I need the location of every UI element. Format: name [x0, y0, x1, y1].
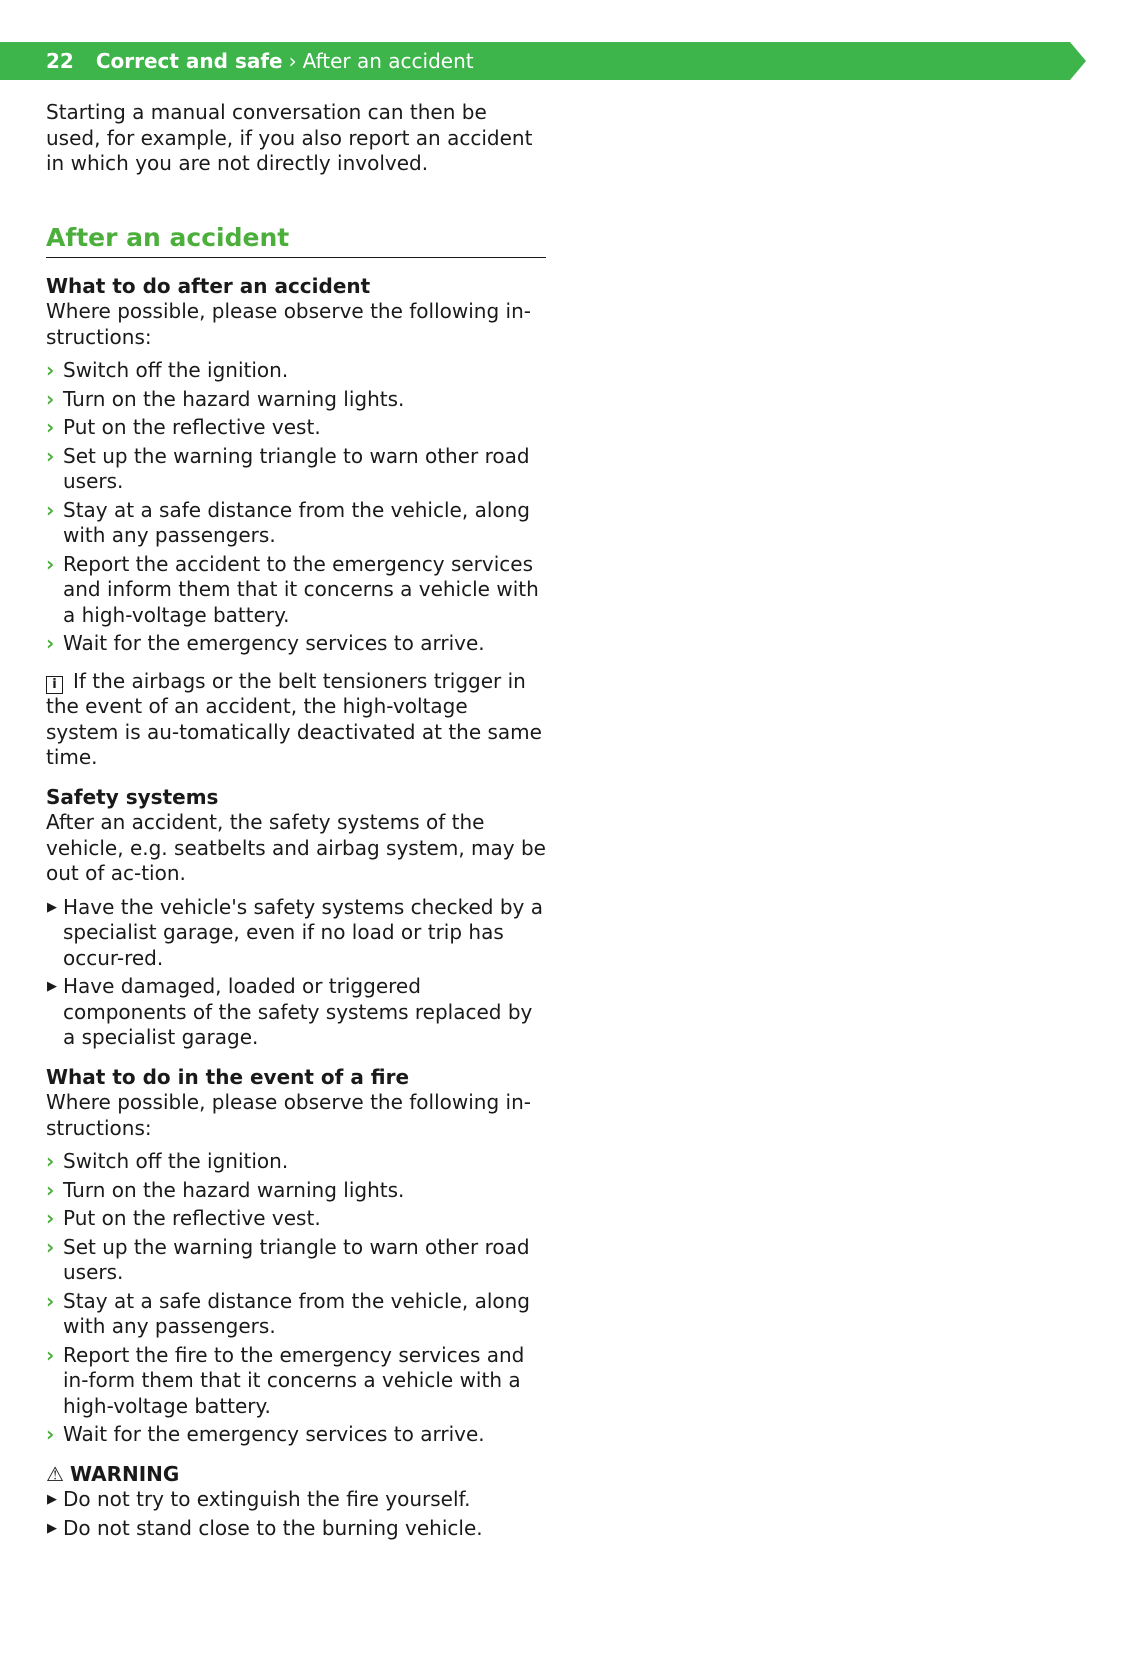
info-note-text: If the airbags or the belt tensioners trigger in the event of an accident, the high-voltage system is au-tomatically deactivated at the same time.	[46, 668, 542, 769]
fire-intro: Where possible, please observe the following in-structions:	[46, 1090, 531, 1140]
safety-systems-heading: Safety systems	[46, 784, 219, 809]
page-header	[0, 42, 1086, 80]
list-item: › Wait for the emergency services to arrive.	[46, 1422, 485, 1446]
breadcrumb-chapter: Correct and safe	[95, 49, 283, 73]
chevron-right-icon: ›	[46, 1206, 55, 1230]
info-note	[46, 669, 546, 771]
warning-label: WARNING	[69, 1461, 180, 1486]
list-item: › Set up the warning triangle to warn other road users.	[46, 1234, 530, 1284]
list-item: › Switch off the ignition.	[46, 1149, 289, 1173]
triangle-right-icon: ▶	[47, 899, 57, 915]
after-accident-block	[46, 274, 546, 657]
list-item: › Set up the warning triangle to warn other road users.	[46, 443, 530, 493]
chevron-right-icon: ›	[46, 415, 55, 439]
list-item: ▶ Have the vehicle's safety systems checked by a specialist garage, even if no load or trip has occur-red.	[47, 894, 543, 970]
triangle-right-icon: ▶	[47, 1492, 57, 1507]
chevron-right-icon: ›	[46, 1234, 55, 1259]
chevron-right-icon: ›	[46, 1342, 55, 1367]
chevron-right-icon: ›	[46, 1177, 55, 1202]
warning-items	[46, 1487, 546, 1541]
intro-paragraph: Starting a manual conversation can then be used, for example, if you also report an accident in which you are not directly involved.	[46, 100, 533, 175]
list-item: ▶ Do not try to extinguish the fire yourself.	[47, 1487, 471, 1511]
breadcrumb-separator: ›	[288, 49, 297, 73]
chevron-right-icon: ›	[46, 497, 55, 522]
header-text	[46, 42, 474, 80]
content-column	[46, 100, 546, 1544]
list-item: ▶ Do not stand close to the burning vehicle.	[47, 1515, 483, 1540]
safety-systems-block	[46, 785, 546, 1051]
info-icon: i	[46, 676, 63, 694]
fire-block	[46, 1065, 546, 1448]
list-item: › Wait for the emergency services to arrive.	[46, 631, 485, 655]
chevron-right-icon: ›	[46, 631, 55, 655]
chevron-right-icon: ›	[46, 551, 55, 576]
chevron-right-icon: ›	[46, 358, 55, 382]
list-item: › Report the accident to the emergency services and inform them that it concerns a vehicle with a high-voltage battery.	[46, 551, 539, 627]
fire-steps	[46, 1149, 546, 1448]
list-item: › Put on the reflective vest.	[46, 1206, 321, 1230]
page-number: 22	[46, 49, 74, 73]
section-title: After an accident	[46, 223, 546, 258]
chevron-right-icon: ›	[46, 443, 55, 468]
list-item: › Switch off the ignition.	[46, 358, 289, 382]
list-item: › Stay at a safe distance from the vehicle, along with any passengers.	[46, 497, 530, 547]
list-item: › Stay at a safe distance from the vehicle, along with any passengers.	[46, 1288, 530, 1338]
chevron-right-icon: ›	[46, 1422, 55, 1446]
list-item: › Report the fire to the emergency services and in-form them that it concerns a vehicle with a high-voltage battery.	[46, 1342, 525, 1418]
chevron-right-icon: ›	[46, 1149, 55, 1173]
breadcrumb-section: After an accident	[302, 49, 474, 73]
safety-systems-text: After an accident, the safety systems of the vehicle, e.g. seatbelts and airbag system, may be out of ac-tion.	[46, 810, 546, 885]
fire-heading: What to do in the event of a fire	[46, 1064, 410, 1089]
list-item: › Put on the reflective vest.	[46, 415, 321, 439]
list-item: ▶ Have damaged, loaded or triggered components of the safety systems replaced by a specialist garage.	[47, 974, 533, 1049]
after-accident-heading: What to do after an accident	[46, 273, 371, 298]
after-accident-intro: Where possible, please observe the following in-structions:	[46, 299, 531, 349]
after-accident-steps	[46, 358, 546, 657]
triangle-right-icon: ▶	[47, 979, 57, 994]
warning-heading	[46, 1462, 546, 1488]
list-item: › Turn on the hazard warning lights.	[46, 1177, 405, 1202]
chevron-right-icon: ›	[46, 386, 55, 411]
list-item: › Turn on the hazard warning lights.	[46, 386, 405, 411]
safety-systems-actions	[46, 895, 546, 1051]
warning-triangle-icon: ⚠	[46, 1461, 64, 1486]
chevron-right-icon: ›	[46, 1288, 55, 1313]
triangle-right-icon: ▶	[47, 1520, 57, 1536]
